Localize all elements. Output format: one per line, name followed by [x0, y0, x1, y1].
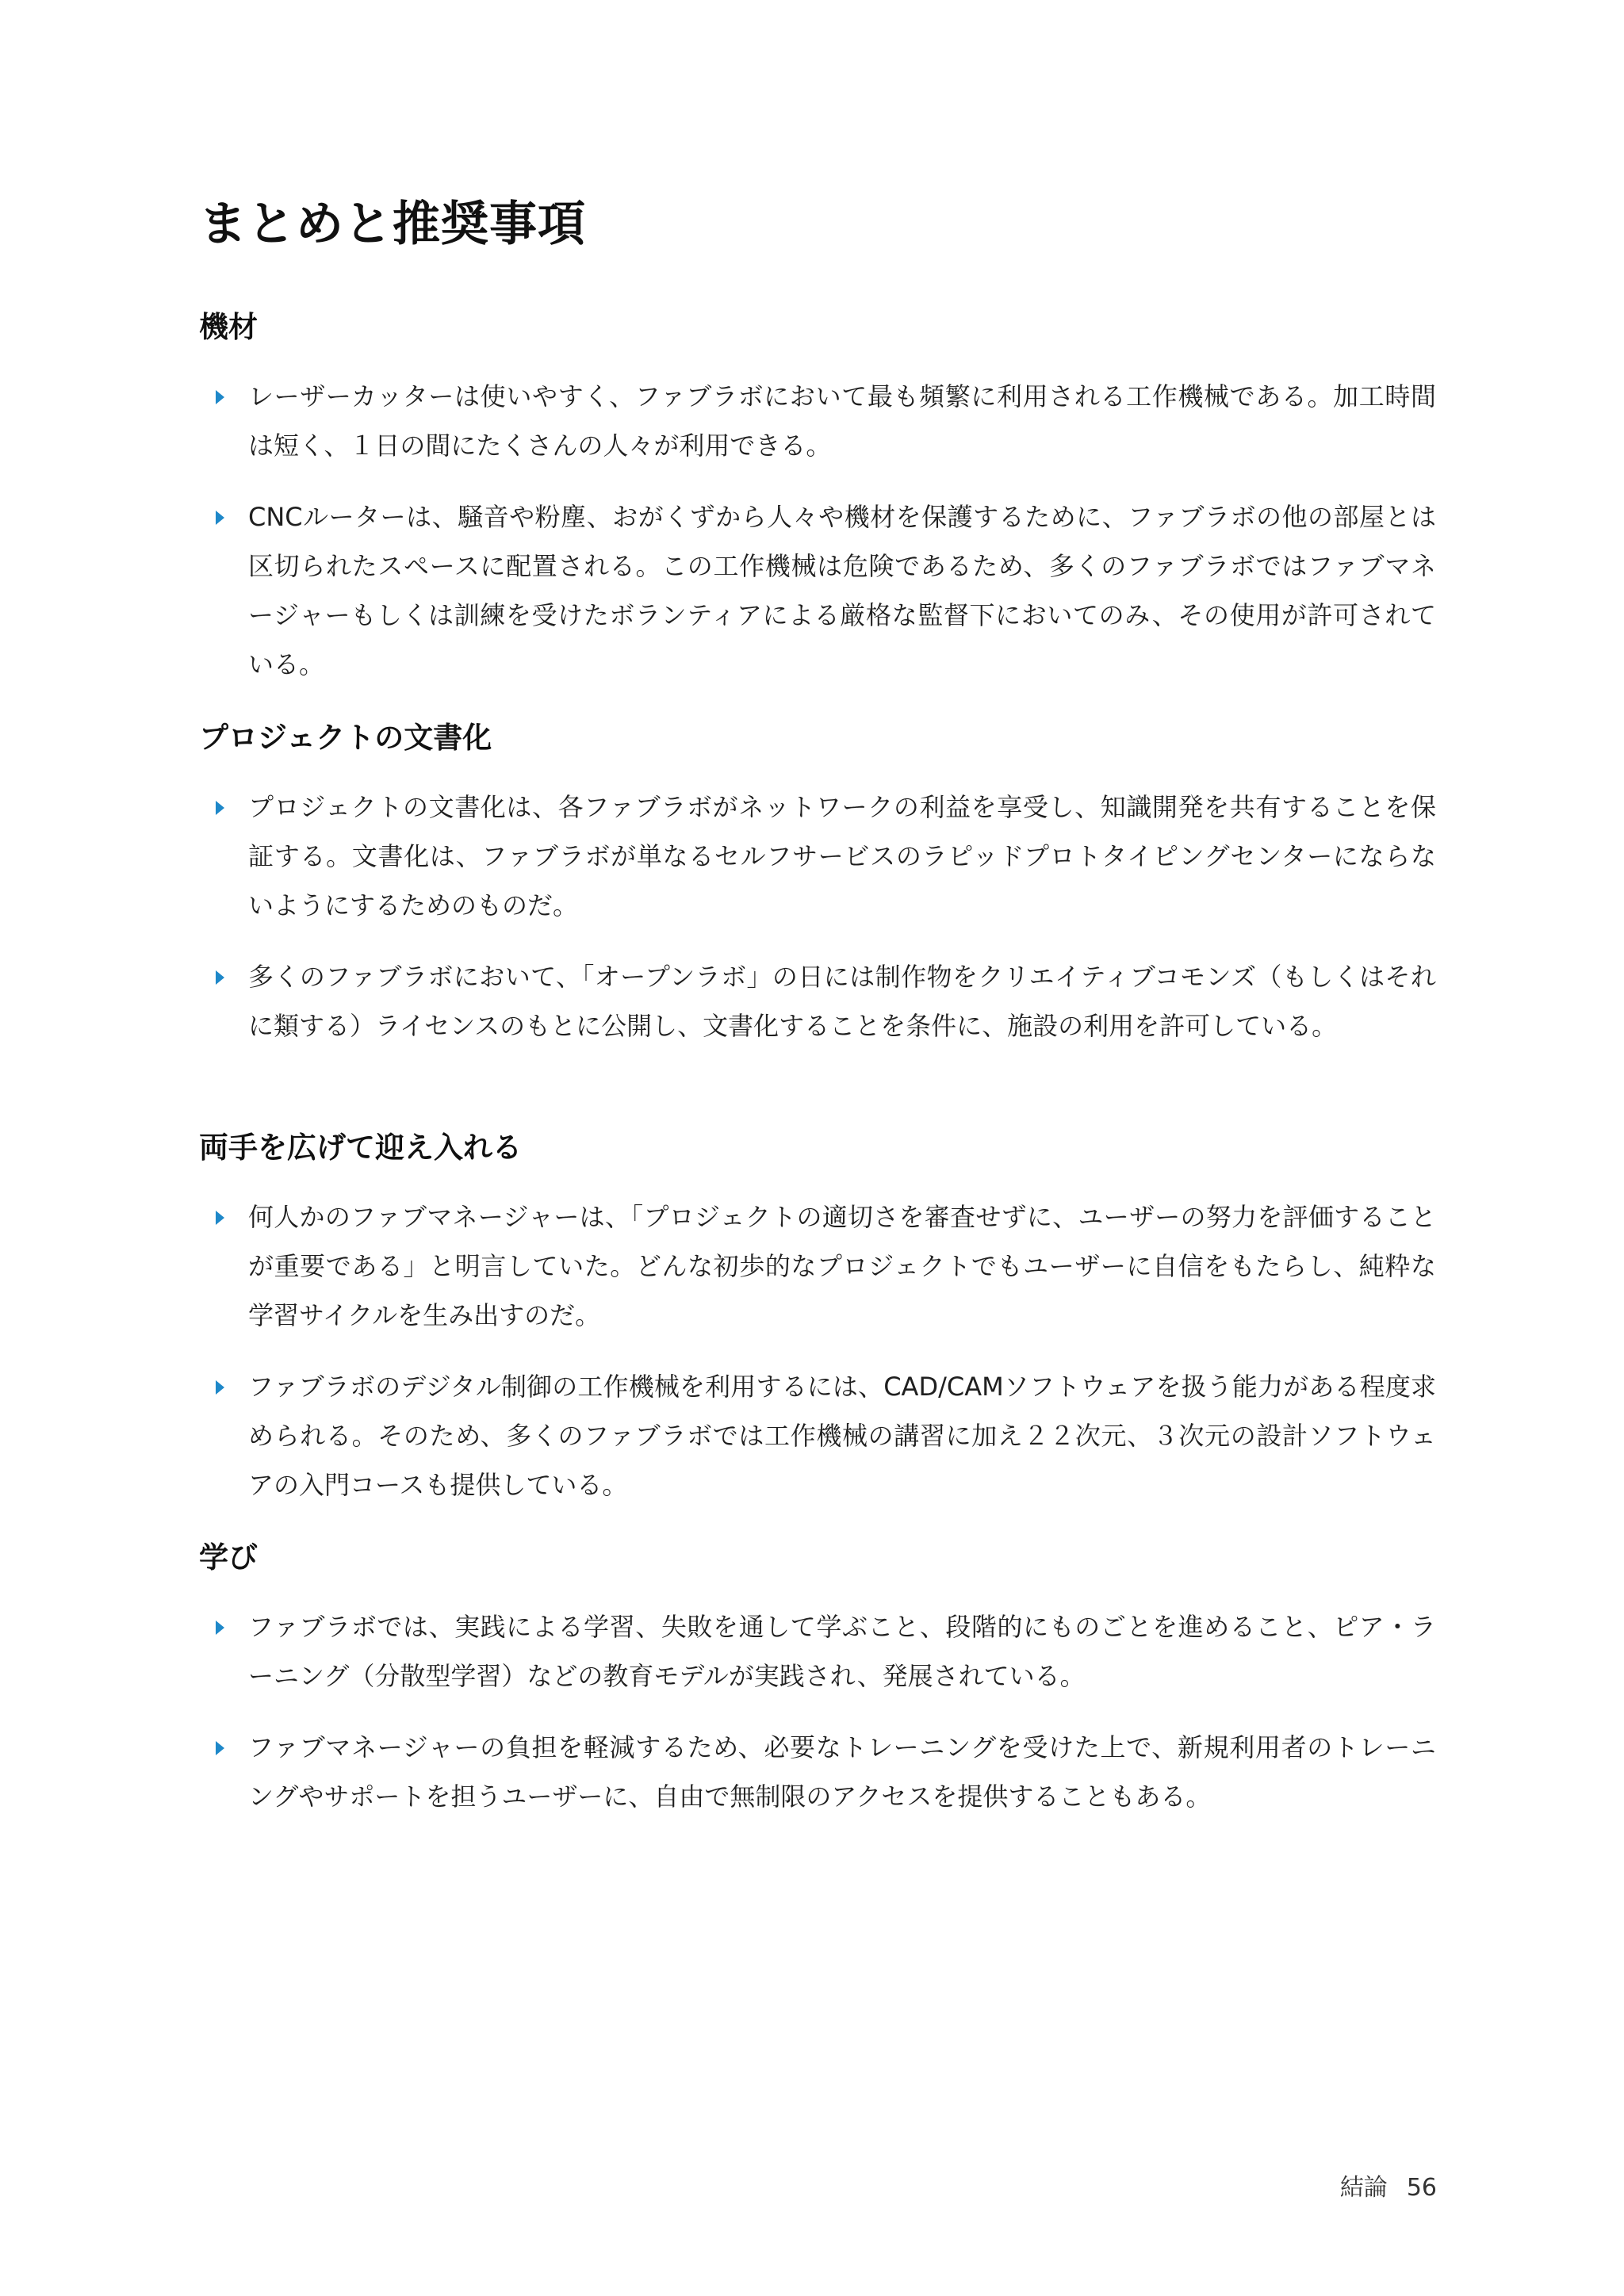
- bullet-list: [199, 372, 1436, 689]
- page-title: まとめと推奨事項: [199, 197, 586, 252]
- triangle-right-icon: [216, 1211, 224, 1225]
- triangle-right-icon: [216, 511, 224, 525]
- section-welcome-with-open-arms: [199, 1126, 1436, 1510]
- list-item-text: レーザーカッターは使いやすく、ファブラボにおいて最も頻繁に利用される工作機械である。加工時間は短く、１日の間にたくさんの人々が利用できる。: [248, 381, 1436, 461]
- triangle-right-icon: [216, 1621, 224, 1635]
- section-heading: 学び: [199, 1540, 258, 1575]
- list-item: [199, 783, 1436, 930]
- list-item-text: 何人かのファブマネージャーは、「プロジェクトの適切さを審査せずに、ユーザーの努力を評価することが重要である」と明言していた。どんな初歩的なプロジェクトでもユーザーに自信をもたらし、純粋な学習サイクルを生み出すのだ。: [248, 1202, 1436, 1330]
- section-heading: 機材: [199, 310, 258, 344]
- list-item: [199, 1602, 1436, 1701]
- triangle-right-icon: [216, 1380, 224, 1395]
- footer-section-name: 結論: [1339, 2174, 1388, 2202]
- triangle-right-icon: [216, 1741, 224, 1755]
- triangle-right-icon: [216, 390, 224, 404]
- section-heading: プロジェクトの文書化: [199, 721, 492, 755]
- bullet-list: [199, 783, 1436, 1050]
- list-item-text: ファブラボのデジタル制御の工作機械を利用するには、CAD/CAMソフトウェアを扱う能力がある程度求められる。そのため、多くのファブラボでは工作機械の講習に加え２２次元、３次元の設計ソフトウェアの入門コースも提供している。: [248, 1372, 1436, 1500]
- bullet-list: [199, 1192, 1436, 1510]
- list-item: [199, 1723, 1436, 1821]
- list-item: [199, 1192, 1436, 1340]
- list-item: [199, 372, 1436, 470]
- section-project-documentation: [199, 716, 1436, 1050]
- list-item-text: 多くのファブラボにおいて、「オープンラボ」の日には制作物をクリエイティブコモンズ（もしくはそれに類する）ライセンスのもとに公開し、文書化することを条件に、施設の利用を許可している。: [248, 962, 1436, 1041]
- list-item-text: CNCルーターは、騒音や粉塵、おがくずから人々や機材を保護するために、ファブラボの他の部屋とは区切られたスペースに配置される。この工作機械は危険であるため、多くのファブラボではファブマネージャーもしくは訓練を受けたボランティアによる厳格な監督下においてのみ、その使用が許可されている。: [248, 502, 1436, 679]
- list-item-text: プロジェクトの文書化は、各ファブラボがネットワークの利益を享受し、知識開発を共有することを保証する。文書化は、ファブラボが単なるセルフサービスのラピッドプロトタイピングセンターにならないようにするためのものだ。: [248, 792, 1436, 920]
- bullet-list: [199, 1602, 1436, 1821]
- page-footer: [1340, 2172, 1437, 2204]
- list-item: [199, 1362, 1436, 1510]
- list-item-text: ファブラボでは、実践による学習、失敗を通して学ぶこと、段階的にものごとを進めること、ピア・ラーニング（分散型学習）などの教育モデルが実践され、発展されている。: [248, 1612, 1436, 1691]
- triangle-right-icon: [216, 970, 224, 985]
- section-learning: [199, 1536, 1436, 1821]
- list-item: [199, 952, 1436, 1050]
- section-equipment: [199, 305, 1436, 689]
- triangle-right-icon: [216, 801, 224, 815]
- section-heading: 両手を広げて迎え入れる: [199, 1131, 522, 1165]
- list-item-text: ファブマネージャーの負担を軽減するため、必要なトレーニングを受けた上で、新規利用者のトレーニングやサポートを担うユーザーに、自由で無制限のアクセスを提供することもある。: [248, 1732, 1436, 1812]
- page-number: 56: [1406, 2174, 1437, 2202]
- list-item: [199, 492, 1436, 689]
